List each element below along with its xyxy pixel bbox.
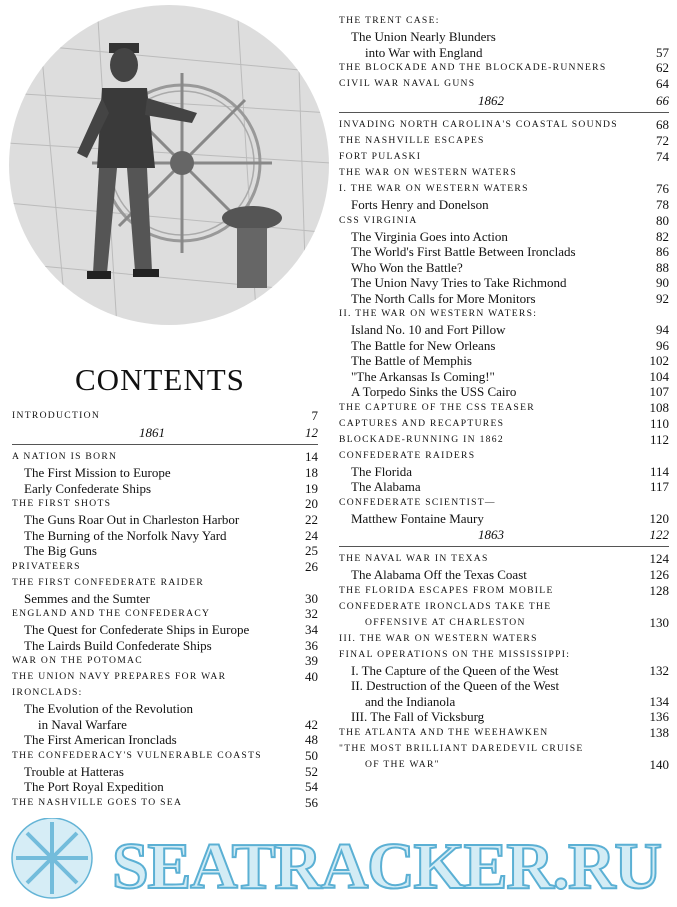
toc-section-heading xyxy=(339,306,669,322)
toc-section-heading xyxy=(339,741,669,757)
toc-entry xyxy=(339,709,669,725)
toc-entry-label: THE CAPTURE OF THE CSS TEASER xyxy=(339,401,535,413)
toc-page-number: 90 xyxy=(656,275,669,290)
toc-section-heading xyxy=(339,757,669,773)
toc-page-number: 78 xyxy=(656,197,669,212)
toc-section-heading xyxy=(339,60,669,76)
toc-entry-label: The Alabama Off the Texas Coast xyxy=(351,567,527,582)
toc-page-number: 19 xyxy=(305,480,318,496)
toc-section-heading xyxy=(12,575,318,591)
toc-entry-label: The Virginia Goes into Action xyxy=(351,228,508,244)
toc-page-number: 74 xyxy=(656,149,669,164)
toc-entry-label: The Guns Roar Out in Charleston Harbor xyxy=(24,512,240,527)
toc-page-number: 96 xyxy=(656,337,669,353)
toc-page-number: 68 xyxy=(656,117,669,132)
toc-page-number: 134 xyxy=(649,693,669,709)
toc-page-number: 30 xyxy=(305,590,318,606)
toc-page-number: 94 xyxy=(656,322,669,337)
toc-page-number: 124 xyxy=(649,551,669,566)
toc-page-number: 20 xyxy=(305,496,318,511)
toc-entry-label: BLOCKADE-RUNNING IN 1862 xyxy=(339,433,504,445)
toc-entry-label: THE NAVAL WAR IN TEXAS xyxy=(339,553,489,564)
toc-section-heading xyxy=(339,551,669,567)
toc-section-heading xyxy=(12,496,318,512)
toc-entry xyxy=(339,229,669,245)
toc-section-heading xyxy=(339,149,669,165)
toc-page-number: 22 xyxy=(305,512,318,527)
toc-entry-label: FINAL OPERATIONS ON THE MISSISSIPPI: xyxy=(339,648,571,660)
toc-page-number: 80 xyxy=(656,212,669,228)
toc-entry-label: INTRODUCTION xyxy=(12,410,101,421)
toc-page-number: 76 xyxy=(656,181,669,196)
toc-page-number: 32 xyxy=(305,606,318,621)
toc-entry-label: Semmes and the Sumter xyxy=(24,590,151,606)
toc-entry-label: The Battle of Memphis xyxy=(351,353,472,368)
toc-page-number: 64 xyxy=(656,76,669,91)
toc-page-number: 62 xyxy=(656,60,669,75)
toc-year-heading xyxy=(339,526,669,544)
toc-section-heading xyxy=(339,416,669,432)
toc-entry-label: I. The Capture of the Queen of the West xyxy=(351,662,559,678)
toc-entry xyxy=(339,479,669,495)
toc-page-number: 136 xyxy=(649,709,669,724)
toc-entry-label: THE CONFEDERACY'S VULNERABLE COASTS xyxy=(12,749,262,761)
toc-entry-label: A NATION IS BORN xyxy=(12,451,118,462)
toc-entry xyxy=(339,567,669,583)
toc-section-heading xyxy=(339,599,669,615)
toc-entry-label: Trouble at Hatteras xyxy=(24,763,124,779)
toc-entry xyxy=(339,260,669,276)
toc-entry xyxy=(12,622,318,638)
toc-entry-label: The Big Guns xyxy=(24,543,97,558)
toc-page-number: 122 xyxy=(649,527,669,542)
toc-entry xyxy=(339,384,669,400)
toc-entry-label: OFFENSIVE AT CHARLESTON xyxy=(365,616,526,628)
toc-page-number: 82 xyxy=(656,228,669,244)
toc-entry xyxy=(339,45,669,61)
toc-entry-label: The Alabama xyxy=(351,479,421,494)
toc-entry xyxy=(339,369,669,385)
toc-year-heading xyxy=(339,92,669,110)
toc-entry-label: The Evolution of the Revolution xyxy=(24,701,193,716)
toc-entry xyxy=(12,543,318,559)
toc-section-heading xyxy=(339,432,669,448)
toc-entry-label: A Torpedo Sinks the USS Cairo xyxy=(351,384,517,399)
toc-section-heading xyxy=(339,181,669,197)
toc-section-heading xyxy=(12,669,318,685)
toc-section-heading xyxy=(339,725,669,741)
toc-page-number: 52 xyxy=(305,763,318,779)
toc-page-number: 88 xyxy=(656,259,669,275)
toc-page-number: 110 xyxy=(649,415,669,431)
toc-entry-label: in Naval Warfare xyxy=(38,716,127,732)
toc-entry xyxy=(12,591,318,607)
toc-entry xyxy=(12,512,318,528)
toc-section-heading xyxy=(339,117,669,133)
toc-entry xyxy=(12,764,318,780)
toc-entry-label: III. THE WAR ON WESTERN WATERS xyxy=(339,632,538,644)
toc-page-number: 48 xyxy=(305,732,318,747)
toc-entry-label: 1863 xyxy=(478,527,504,542)
toc-page-number: 7 xyxy=(311,408,318,423)
toc-section-heading xyxy=(339,213,669,229)
toc-right-column xyxy=(339,13,669,773)
toc-entry-label: I. THE WAR ON WESTERN WATERS xyxy=(339,183,529,194)
toc-entry-label: into War with England xyxy=(365,44,483,60)
toc-entry-label: CONFEDERATE IRONCLADS TAKE THE xyxy=(339,600,552,612)
toc-entry-label: and the Indianola xyxy=(365,693,456,709)
toc-entry-label: IRONCLADS: xyxy=(12,687,83,698)
toc-section-heading xyxy=(12,653,318,669)
toc-section-heading xyxy=(339,133,669,149)
toc-entry-label: WAR ON THE POTOMAC xyxy=(12,655,143,666)
toc-entry-label: THE FIRST CONFEDERATE RAIDER xyxy=(12,576,205,588)
toc-entry xyxy=(12,701,318,717)
toc-entry xyxy=(339,678,669,694)
toc-page-number: 12 xyxy=(305,425,318,440)
toc-entry-label: III. The Fall of Vicksburg xyxy=(351,709,485,724)
toc-year-heading xyxy=(12,424,318,442)
toc-entry-label: "THE MOST BRILLIANT DAREDEVIL CRUISE xyxy=(339,742,584,754)
toc-section-heading xyxy=(339,448,669,464)
toc-entry-label: THE TRENT CASE: xyxy=(339,15,440,26)
toc-entry-label: The Union Nearly Blunders xyxy=(351,29,496,44)
toc-section-heading xyxy=(12,685,318,701)
toc-entry xyxy=(339,663,669,679)
toc-page-number: 39 xyxy=(305,653,318,668)
toc-page-number: 72 xyxy=(656,133,669,148)
toc-entry-label: FORT PULASKI xyxy=(339,151,422,162)
toc-entry-label: THE NASHVILLE GOES TO SEA xyxy=(12,796,183,808)
toc-entry-label: CAPTURES AND RECAPTURES xyxy=(339,417,505,429)
toc-entry-label: The Battle for New Orleans xyxy=(351,337,496,353)
toc-entry-label: PRIVATEERS xyxy=(12,560,81,572)
toc-page-number: 130 xyxy=(649,614,669,630)
toc-entry-label: The Burning of the Norfolk Navy Yard xyxy=(24,527,227,543)
toc-page-number: 24 xyxy=(305,527,318,543)
toc-page-number: 107 xyxy=(649,384,669,399)
toc-entry-label: Early Confederate Ships xyxy=(24,480,152,496)
toc-entry-label: The First American Ironclads xyxy=(24,732,177,747)
toc-section-heading xyxy=(339,13,669,29)
toc-entry-label: THE FIRST SHOTS xyxy=(12,498,112,509)
toc-page-number: 108 xyxy=(649,399,669,415)
toc-entry-label: THE WAR ON WESTERN WATERS xyxy=(339,167,518,178)
toc-entry xyxy=(339,322,669,338)
toc-section-heading xyxy=(12,748,318,764)
toc-entry xyxy=(339,694,669,710)
toc-entry-label: CONFEDERATE SCIENTIST— xyxy=(339,496,496,508)
toc-entry-label: THE FLORIDA ESCAPES FROM MOBILE xyxy=(339,584,554,596)
toc-page-number: 25 xyxy=(305,543,318,558)
toc-page-number: 56 xyxy=(305,794,318,810)
toc-section-heading xyxy=(339,647,669,663)
toc-page-number: 140 xyxy=(649,756,669,772)
toc-page-number: 104 xyxy=(649,368,669,384)
toc-page-number: 112 xyxy=(649,431,669,447)
toc-entry-label: Forts Henry and Donelson xyxy=(351,197,489,212)
toc-entry xyxy=(12,465,318,481)
toc-section-heading xyxy=(339,583,669,599)
toc-page-number: 132 xyxy=(649,662,669,678)
toc-entry xyxy=(339,29,669,45)
toc-entry xyxy=(339,464,669,480)
toc-section-heading xyxy=(12,559,318,575)
page-title: CONTENTS xyxy=(75,362,245,397)
sailor-at-wheel-illustration xyxy=(7,3,332,328)
toc-page-number: 92 xyxy=(656,290,669,306)
toc-entry-label: ENGLAND AND THE CONFEDERACY xyxy=(12,608,211,619)
toc-entry xyxy=(339,511,669,527)
toc-page-number: 117 xyxy=(649,479,669,494)
toc-entry-label: II. Destruction of the Queen of the West xyxy=(351,678,560,693)
toc-entry-label: THE UNION NAVY PREPARES FOR WAR xyxy=(12,671,227,682)
toc-entry-label: OF THE WAR" xyxy=(365,758,440,770)
toc-entry-label: 1861 xyxy=(139,425,165,440)
toc-entry xyxy=(339,353,669,369)
toc-entry xyxy=(12,638,318,654)
toc-section-heading xyxy=(339,631,669,647)
toc-entry-label: The North Calls for More Monitors xyxy=(351,290,536,306)
toc-page-number: 57 xyxy=(656,44,669,60)
watermark-logo xyxy=(0,818,677,907)
toc-entry xyxy=(12,481,318,497)
toc-section-heading xyxy=(12,408,318,424)
toc-page-number: 114 xyxy=(649,463,669,479)
toc-page-number: 36 xyxy=(305,637,318,653)
toc-section-heading xyxy=(12,606,318,622)
toc-page-number: 102 xyxy=(649,353,669,368)
watermark-text: SEATRACKER.RU xyxy=(112,830,662,903)
toc-entry-label: CONFEDERATE RAIDERS xyxy=(339,449,476,461)
toc-section-heading xyxy=(339,76,669,92)
toc-entry-label: The First Mission to Europe xyxy=(24,465,171,480)
toc-entry-label: The Port Royal Expedition xyxy=(24,779,164,794)
toc-page-number: 128 xyxy=(649,582,669,598)
toc-entry-label: The Florida xyxy=(351,463,413,479)
toc-entry-label: CIVIL WAR NAVAL GUNS xyxy=(339,78,476,89)
toc-page-number: 66 xyxy=(656,93,669,108)
toc-entry-label: The World's First Battle Between Ironclads xyxy=(351,244,576,259)
toc-page-number: 126 xyxy=(649,567,669,582)
toc-entry-label: Who Won the Battle? xyxy=(351,259,463,275)
toc-page-number: 42 xyxy=(305,716,318,732)
toc-page-number: 138 xyxy=(649,724,669,740)
toc-entry-label: Island No. 10 and Fort Pillow xyxy=(351,322,506,337)
toc-entry-label: INVADING NORTH CAROLINA'S COASTAL SOUNDS xyxy=(339,119,618,130)
toc-entry xyxy=(12,732,318,748)
toc-entry-label: CSS VIRGINIA xyxy=(339,214,418,226)
toc-entry xyxy=(339,291,669,307)
toc-page-number: 26 xyxy=(305,558,318,574)
toc-entry-label: Matthew Fontaine Maury xyxy=(351,510,484,526)
toc-section-heading xyxy=(339,495,669,511)
toc-page-number: 18 xyxy=(305,465,318,480)
toc-section-heading xyxy=(339,615,669,631)
toc-entry-label: THE NASHVILLE ESCAPES xyxy=(339,135,485,146)
toc-entry-label: The Quest for Confederate Ships in Europe xyxy=(24,622,250,637)
toc-section-heading xyxy=(12,449,318,465)
toc-entry-label: 1862 xyxy=(478,93,504,108)
toc-entry xyxy=(339,244,669,260)
toc-left-column xyxy=(12,408,318,811)
toc-entry xyxy=(12,717,318,733)
toc-section-heading xyxy=(12,795,318,811)
toc-page-number: 50 xyxy=(305,747,318,763)
toc-entry xyxy=(12,528,318,544)
toc-page-number: 14 xyxy=(305,449,318,464)
toc-entry xyxy=(339,197,669,213)
toc-entry-label: II. THE WAR ON WESTERN WATERS: xyxy=(339,308,538,319)
toc-entry-label: "The Arkansas Is Coming!" xyxy=(351,368,495,384)
toc-page-number: 120 xyxy=(649,510,669,526)
toc-entry xyxy=(339,275,669,291)
toc-page-number: 54 xyxy=(305,779,318,794)
toc-section-heading xyxy=(339,400,669,416)
toc-page-number: 34 xyxy=(305,622,318,637)
toc-entry xyxy=(12,779,318,795)
toc-page-number: 40 xyxy=(305,669,318,684)
toc-entry-label: THE ATLANTA AND THE WEEHAWKEN xyxy=(339,726,549,738)
toc-entry-label: The Union Navy Tries to Take Richmond xyxy=(351,275,567,290)
toc-entry-label: The Lairds Build Confederate Ships xyxy=(24,637,212,653)
toc-entry xyxy=(339,338,669,354)
toc-entry-label: THE BLOCKADE AND THE BLOCKADE-RUNNERS xyxy=(339,62,607,73)
toc-section-heading xyxy=(339,165,669,181)
toc-page-number: 86 xyxy=(656,244,669,259)
